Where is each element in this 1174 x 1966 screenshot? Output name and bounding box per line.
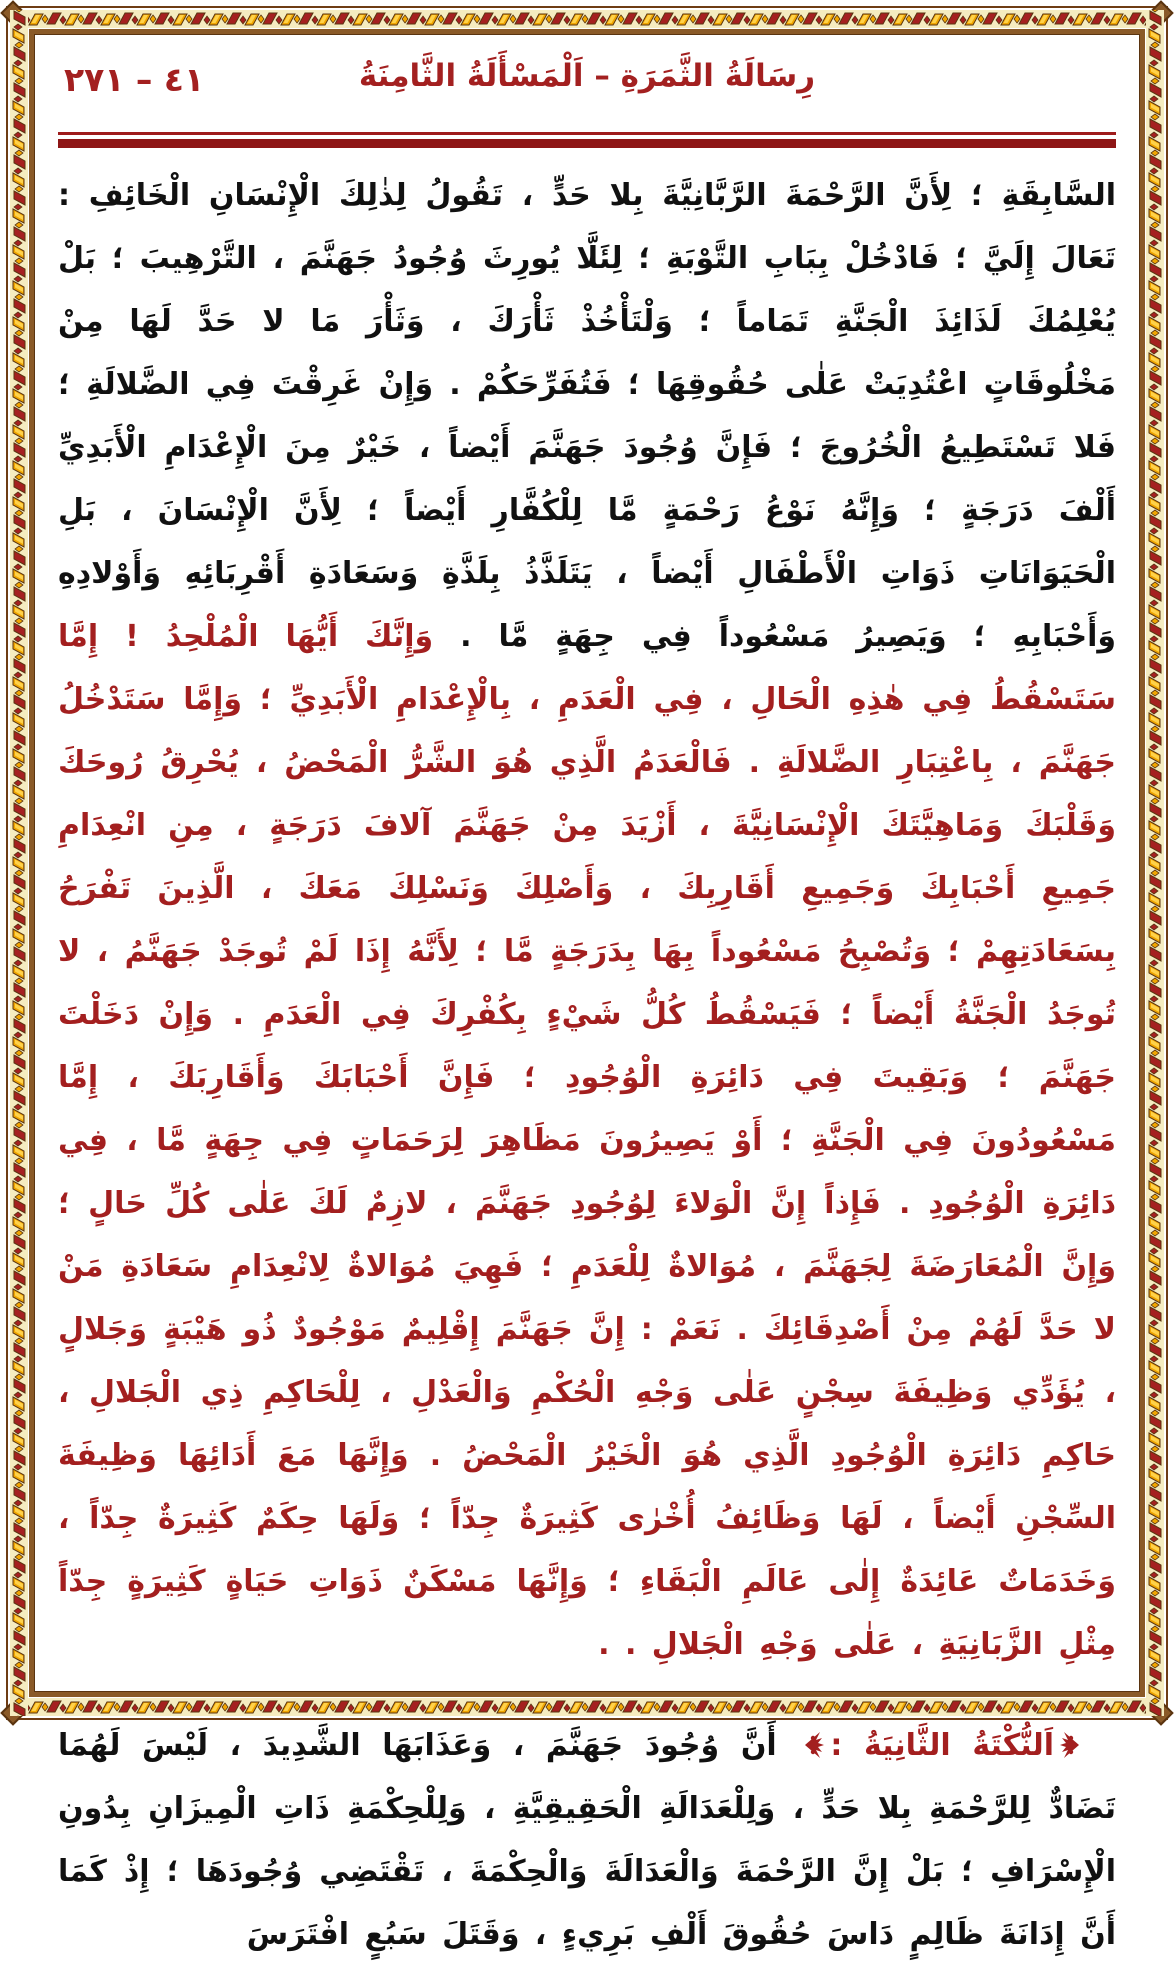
body-text <box>58 164 1116 1966</box>
corner-finial-icon <box>0 1700 25 1725</box>
border-chain-left <box>10 10 28 1716</box>
paragraph-black-body: أَنَّ وُجُودَ جَهَنَّمَ ، وَعَذَابَهَا الشَّدِيدَ ، لَيْسَ لَهُمَا تَضَادٌّ لِلرَّحْمَةِ بِلا حَدٍّ ، وَلِلْعَدَالَةِ الْحَقِيقِيَّةِ ، وَلِلْحِكْمَةِ ذَاتِ الْمِيزَانِ بِدُونِ الْإِسْرَافِ ؛ بَلْ إِنَّ الرَّحْمَةَ وَالْعَدَالَةَ وَالْحِكْمَةَ ، تَقْتَضِي وُجُودَهَا ؛ إِذْ كَمَا أَنَّ إِدَانَةَ ظَالِمٍ دَاسَ حُقُوقَ أَلْفِ بَرِيءٍ ، وَقَتَلَ سَبُعٍ افْتَرَسَ <box>58 1728 1116 1952</box>
page-content <box>34 34 1140 1952</box>
paragraph-black-lead: السَّابِقَةِ ؛ لِأَنَّ الرَّحْمَةَ الرَّبَّانِيَّةَ بِلا حَدٍّ ، تَقُولُ لِذٰلِكَ الْإِنْسَانِ الْخَائِفِ : تَعَالَ إِلَيَّ ؛ فَادْخُلْ بِبَابِ التَّوْبَةِ ؛ لِئَلَّا يُورِثَ وُجُودُ جَهَنَّمَ ، التَّرْهِيبَ ؛ بَلْ يُعْلِمُكَ لَذَائِذَ الْجَنَّةِ تَمَاماً ؛ وَلْتَأْخُذْ ثَأْرَكَ ، وَثَأْرَ مَا لا حَدَّ لَهَا مِنْ مَخْلُوقَاتٍ اعْتُدِيَتْ عَلٰى حُقُوقِهَا ؛ فَتُفَرِّحَكُمْ . وَإِنْ غَرِقْتَ فِي الضَّلالَةِ ؛ فَلا تَسْتَطِيعُ الْخُرُوجَ ؛ فَإِنَّ وُجُودَ جَهَنَّمَ أَيْضاً ، خَيْرٌ مِنَ الْإِعْدَامِ الْأَبَدِيِّ أَلْفَ دَرَجَةٍ ؛ وَإِنَّهُ نَوْعُ رَحْمَةٍ مَّا لِلْكُفَّارِ أَيْضاً ؛ لِأَنَّ الْإِنْسَانَ ، بَلِ الْحَيَوَانَاتِ ذَوَاتِ الْأَطْفَالِ أَيْضاً ، يَتَلَذَّذُ بِلَذَّةِ وَسَعَادَةِ أَقْرِبَائِهِ وَأَوْلادِهِ وَأَحْبَابِهِ ؛ وَيَصِيرُ مَسْعُوداً فِي جِهَةٍ مَّا . <box>58 178 1117 654</box>
border-chain-top <box>10 10 1164 28</box>
corner-finial-icon <box>0 0 25 25</box>
corner-finial-icon <box>1148 1700 1173 1725</box>
paragraph-second-point <box>58 1714 1116 1966</box>
page-number: ٤١ – ٢٧١ <box>64 60 205 99</box>
ornate-bracket-left-icon <box>804 1729 824 1761</box>
header-rule-thick <box>58 139 1116 148</box>
paragraph-red-address: وَإِنَّكَ أَيُّهَا الْمُلْحِدُ ! إِمَّا سَتَسْقُطُ فِي هٰذِهِ الْحَالِ ، فِي الْعَدَمِ ، بِالْإِعْدَامِ الْأَبَدِيِّ ؛ وَإِمَّا سَتَدْخُلُ جَهَنَّمَ ، بِاعْتِبَارِ الضَّلالَةِ . فَالْعَدَمُ الَّذِي هُوَ الشَّرُّ الْمَحْضُ ، يُحْرِقُ رُوحَكَ وَقَلْبَكَ وَمَاهِيَّتَكَ الْإِنْسَانِيَّةَ ، أَزْيَدَ مِنْ جَهَنَّمَ آلافَ دَرَجَةٍ ، مِنِ انْعِدَامِ جَمِيعِ أَحْبَابِكَ وَجَمِيعِ أَقَارِبِكَ ، وَأَصْلِكَ وَنَسْلِكَ مَعَكَ ، الَّذِينَ تَفْرَحُ بِسَعَادَتِهِمْ ؛ وَتُصْبِحُ مَسْعُوداً بِهَا بِدَرَجَةٍ مَّا ؛ لِأَنَّهُ إِذَا لَمْ تُوجَدْ جَهَنَّمُ ، لا تُوجَدُ الْجَنَّةُ أَيْضاً ؛ فَيَسْقُطُ كُلُّ شَيْءٍ بِكُفْرِكَ فِي الْعَدَمِ . وَإِنْ دَخَلْتَ جَهَنَّمَ ؛ وَبَقِيتَ فِي دَائِرَةِ الْوُجُودِ ؛ فَإِنَّ أَحْبَابَكَ وَأَقَارِبَكَ ، إِمَّا مَسْعُودُونَ فِي الْجَنَّةِ ؛ أَوْ يَصِيرُونَ مَظَاهِرَ لِرَحَمَاتٍ فِي جِهَةٍ مَّا ، فِي دَائِرَةِ الْوُجُودِ . فَإِذاً إِنَّ الْوَلاءَ لِوُجُودِ جَهَنَّمَ ، لازِمٌ لَكَ عَلٰى كُلِّ حَالٍ ؛ وَإِنَّ الْمُعَارَضَةَ لِجَهَنَّمَ ، مُوَالاةٌ لِلْعَدَمِ ؛ فَهِيَ مُوَالاةٌ لِانْعِدَامِ سَعَادَةِ مَنْ لا حَدَّ لَهُمْ مِنْ أَصْدِقَائِكَ . نَعَمْ : إِنَّ جَهَنَّمَ إِقْلِيمٌ مَوْجُودٌ ذُو هَيْبَةٍ وَجَلالٍ ، يُؤَدِّي وَظِيفَةَ سِجْنٍ عَلٰى وَجْهِ الْحُكْمِ وَالْعَدْلِ ، لِلْحَاكِمِ ذِي الْجَلالِ ، حَاكِمِ دَائِرَةِ الْوُجُودِ الَّذِي هُوَ الْخَيْرُ الْمَحْضُ . وَإِنَّهَا مَعَ أَدَائِهَا وَظِيفَةَ السِّجْنِ أَيْضاً ، لَهَا وَظَائِفُ أُخْرٰى كَثِيرَةٌ جِدّاً ؛ وَلَهَا حِكَمٌ كَثِيرَةٌ جِدّاً ، وَخَدَمَاتٌ عَائِدَةٌ إِلٰى عَالَمِ الْبَقَاءِ ؛ وَإِنَّهَا مَسْكَنٌ ذَوَاتِ حَيَاةٍ كَثِيرَةٍ جِدّاً مِثْلِ الزَّبَانِيَةِ ، عَلٰى وَجْهِ الْجَلالِ . . <box>58 619 1116 1662</box>
border-chain-right <box>1146 10 1164 1716</box>
corner-finial-icon <box>1148 0 1173 25</box>
header-rule <box>58 132 1116 148</box>
page-title: رِسَالَةُ الثَّمَرَةِ – اَلْمَسْأَلَةُ الثَّامِنَةُ <box>358 58 816 94</box>
ornate-bracket-right-icon <box>1060 1729 1080 1761</box>
paragraph-first-issue <box>58 164 1116 1676</box>
page-header <box>58 54 1116 118</box>
section-heading: اَلنُّكْتَةُ الثَّانِيَةُ : <box>830 1728 1054 1763</box>
